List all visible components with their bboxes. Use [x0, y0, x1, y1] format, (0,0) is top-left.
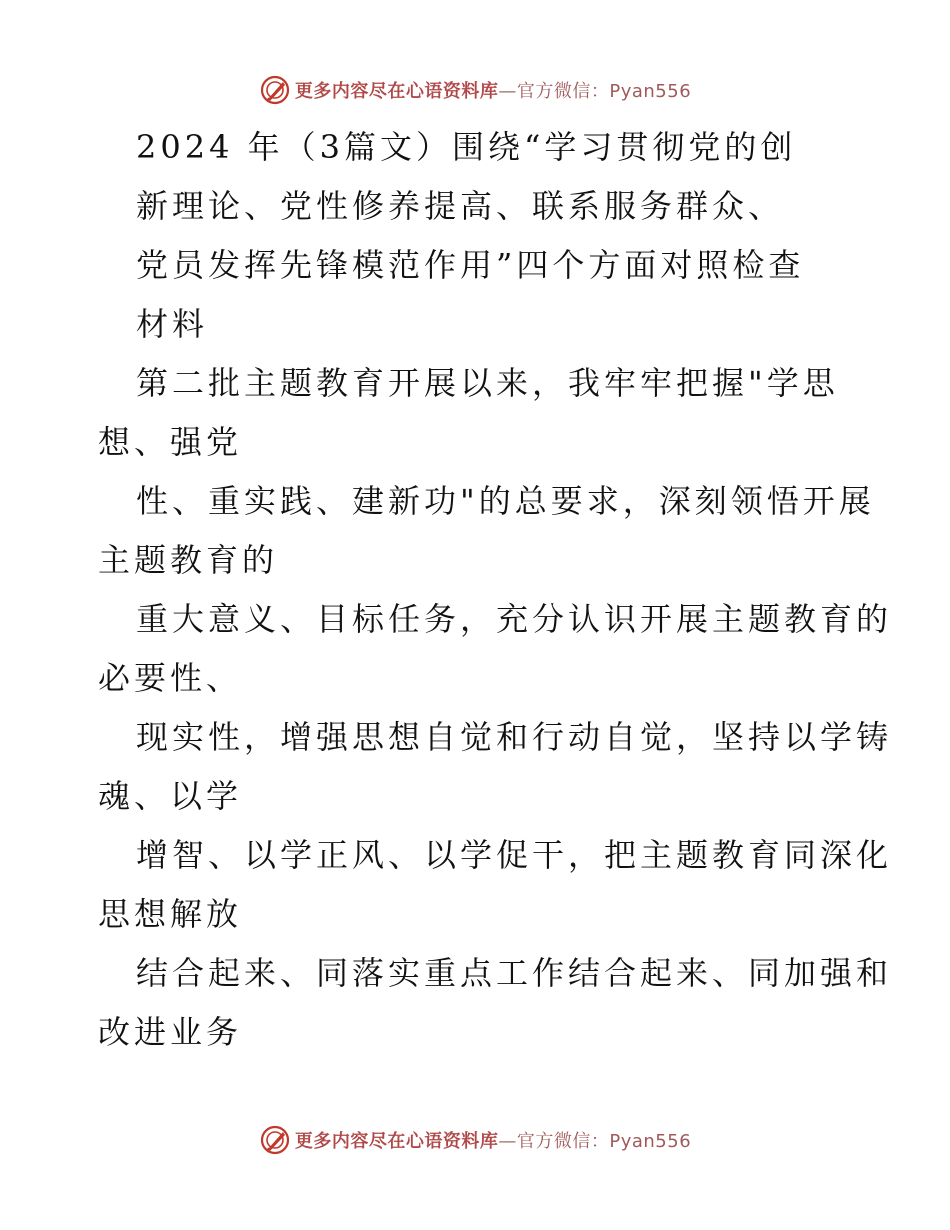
document-title-line-2: 新理论、党性修养提高、联系服务群众、 — [136, 187, 785, 225]
paragraph-line-8: 魂、以学 — [98, 777, 243, 815]
paragraph-line-2: 想、强党 — [98, 423, 243, 461]
footer-banner-wechat: 官方微信：Pyan556 — [516, 1131, 692, 1152]
quill-logo-icon — [259, 1124, 291, 1156]
document-title-line-1: 2024 年（3篇文）围绕“学习贯彻党的创 — [136, 128, 797, 166]
header-banner-text — [295, 77, 691, 103]
header-banner-separator: — — [498, 81, 517, 102]
paragraph-line-4: 主题教育的 — [98, 541, 279, 579]
footer-banner — [0, 1120, 950, 1160]
document-title-line-4: 材料 — [136, 305, 209, 343]
document-title-line-3: 党员发挥先锋模范作用”四个方面对照检查 — [136, 246, 805, 284]
footer-banner-separator: — — [498, 1131, 517, 1152]
paragraph-line-11: 结合起来、同落实重点工作结合起来、同加强和 — [136, 954, 893, 992]
document-body — [98, 118, 893, 1062]
header-banner-main: 更多内容尽在心语资料库 — [294, 81, 499, 102]
header-banner — [0, 70, 950, 110]
paragraph-line-7: 现实性，增强思想自觉和行动自觉，坚持以学铸 — [136, 718, 893, 756]
footer-banner-main: 更多内容尽在心语资料库 — [294, 1131, 499, 1152]
header-banner-wechat: 官方微信：Pyan556 — [516, 81, 692, 102]
paragraph-line-9: 增智、以学正风、以学促干，把主题教育同深化 — [136, 836, 893, 874]
paragraph-line-6: 必要性、 — [98, 659, 243, 697]
footer-banner-text — [295, 1127, 691, 1153]
paragraph-line-1: 第二批主题教育开展以来，我牢牢把握"学思 — [136, 364, 839, 402]
paragraph-line-3: 性、重实践、建新功"的总要求，深刻领悟开展 — [136, 482, 875, 520]
quill-logo-icon — [259, 74, 291, 106]
paragraph-line-5: 重大意义、目标任务，充分认识开展主题教育的 — [136, 600, 893, 638]
paragraph-line-10: 思想解放 — [98, 895, 243, 933]
paragraph-line-12: 改进业务 — [98, 1013, 243, 1051]
